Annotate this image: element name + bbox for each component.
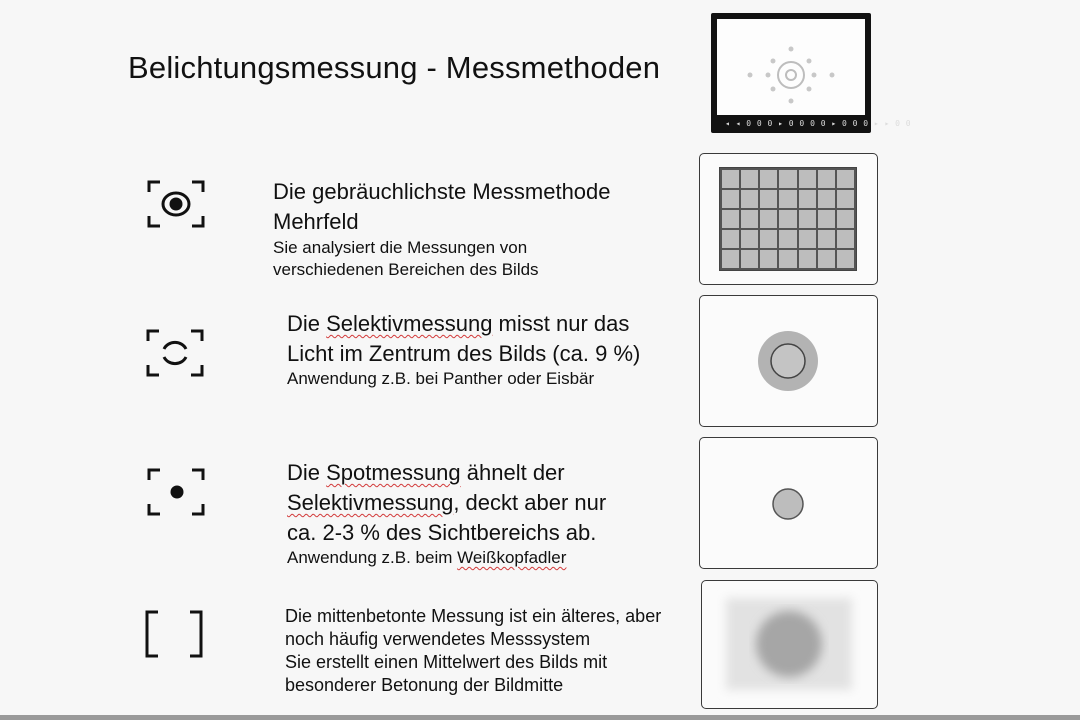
partial-metering-diagram	[699, 295, 878, 427]
mode-2-desc: Anwendung z.B. bei Panther oder Eisbär	[287, 369, 595, 388]
center-weighted-metering-diagram	[701, 580, 878, 709]
bottom-border	[0, 715, 1080, 720]
mode-1-desc-line1: Sie analysiert die Messungen von	[273, 238, 528, 257]
mode-3-headline-line2: Selektivmessung, deckt aber nur	[287, 490, 607, 515]
viewfinder-screen	[717, 19, 865, 115]
partial-metering-area	[700, 296, 877, 426]
mode-1-desc-line2: verschiedenen Bereichen des Bilds	[273, 260, 539, 279]
page-title: Belichtungsmessung - Messmethoden	[128, 50, 661, 85]
mode-4-line2: noch häufig verwendetes Messsystem	[285, 629, 591, 649]
matrix-metering-icon	[147, 180, 205, 228]
mode-1-headline: Die gebräuchlichste Messmethode	[273, 179, 611, 204]
spellcheck-word: Selektivmessung	[326, 311, 493, 336]
spot-metering-icon	[147, 468, 205, 516]
mode-2-headline-line2: Licht im Zentrum des Bilds (ca. 9 %)	[287, 341, 641, 366]
mode-4-line3: Sie erstellt einen Mittelwert des Bilds mit	[285, 652, 608, 672]
spot-metering-area	[700, 438, 877, 568]
af-points-diagram	[717, 19, 865, 115]
partial-metering-icon	[146, 329, 204, 377]
mode-3-desc: Anwendung z.B. beim Weißkopfadler	[287, 548, 567, 567]
center-weighted-area	[702, 581, 877, 708]
mode-4-line1: Die mittenbetonte Messung ist ein älteres, aber	[285, 606, 662, 626]
mode-3-headline-line1: Die Spotmessung ähnelt der	[287, 460, 565, 485]
spellcheck-word: Weißkopfadler	[457, 548, 567, 567]
spellcheck-word: Selektivmessung	[287, 490, 454, 515]
viewfinder-info-readout: ◂ ◂ 0 0 0 ▸ 0 0 0 0 ▸ 0 0 0 ▸ ▸ 0 0	[725, 119, 912, 128]
mode-2-headline-line1: Die Selektivmessung misst nur das	[287, 311, 630, 336]
center-weighted-metering-icon	[145, 610, 203, 658]
mode-1-name: Mehrfeld	[273, 209, 359, 234]
matrix-grid	[719, 167, 857, 271]
mode-3-headline-line3: ca. 2-3 % des Sichtbereichs ab.	[287, 520, 597, 545]
spellcheck-word: Spotmessung	[326, 460, 461, 485]
mode-4-line4: besonderer Betonung der Bildmitte	[285, 675, 564, 695]
viewfinder-illustration	[711, 13, 912, 133]
spot-metering-diagram	[699, 437, 878, 569]
